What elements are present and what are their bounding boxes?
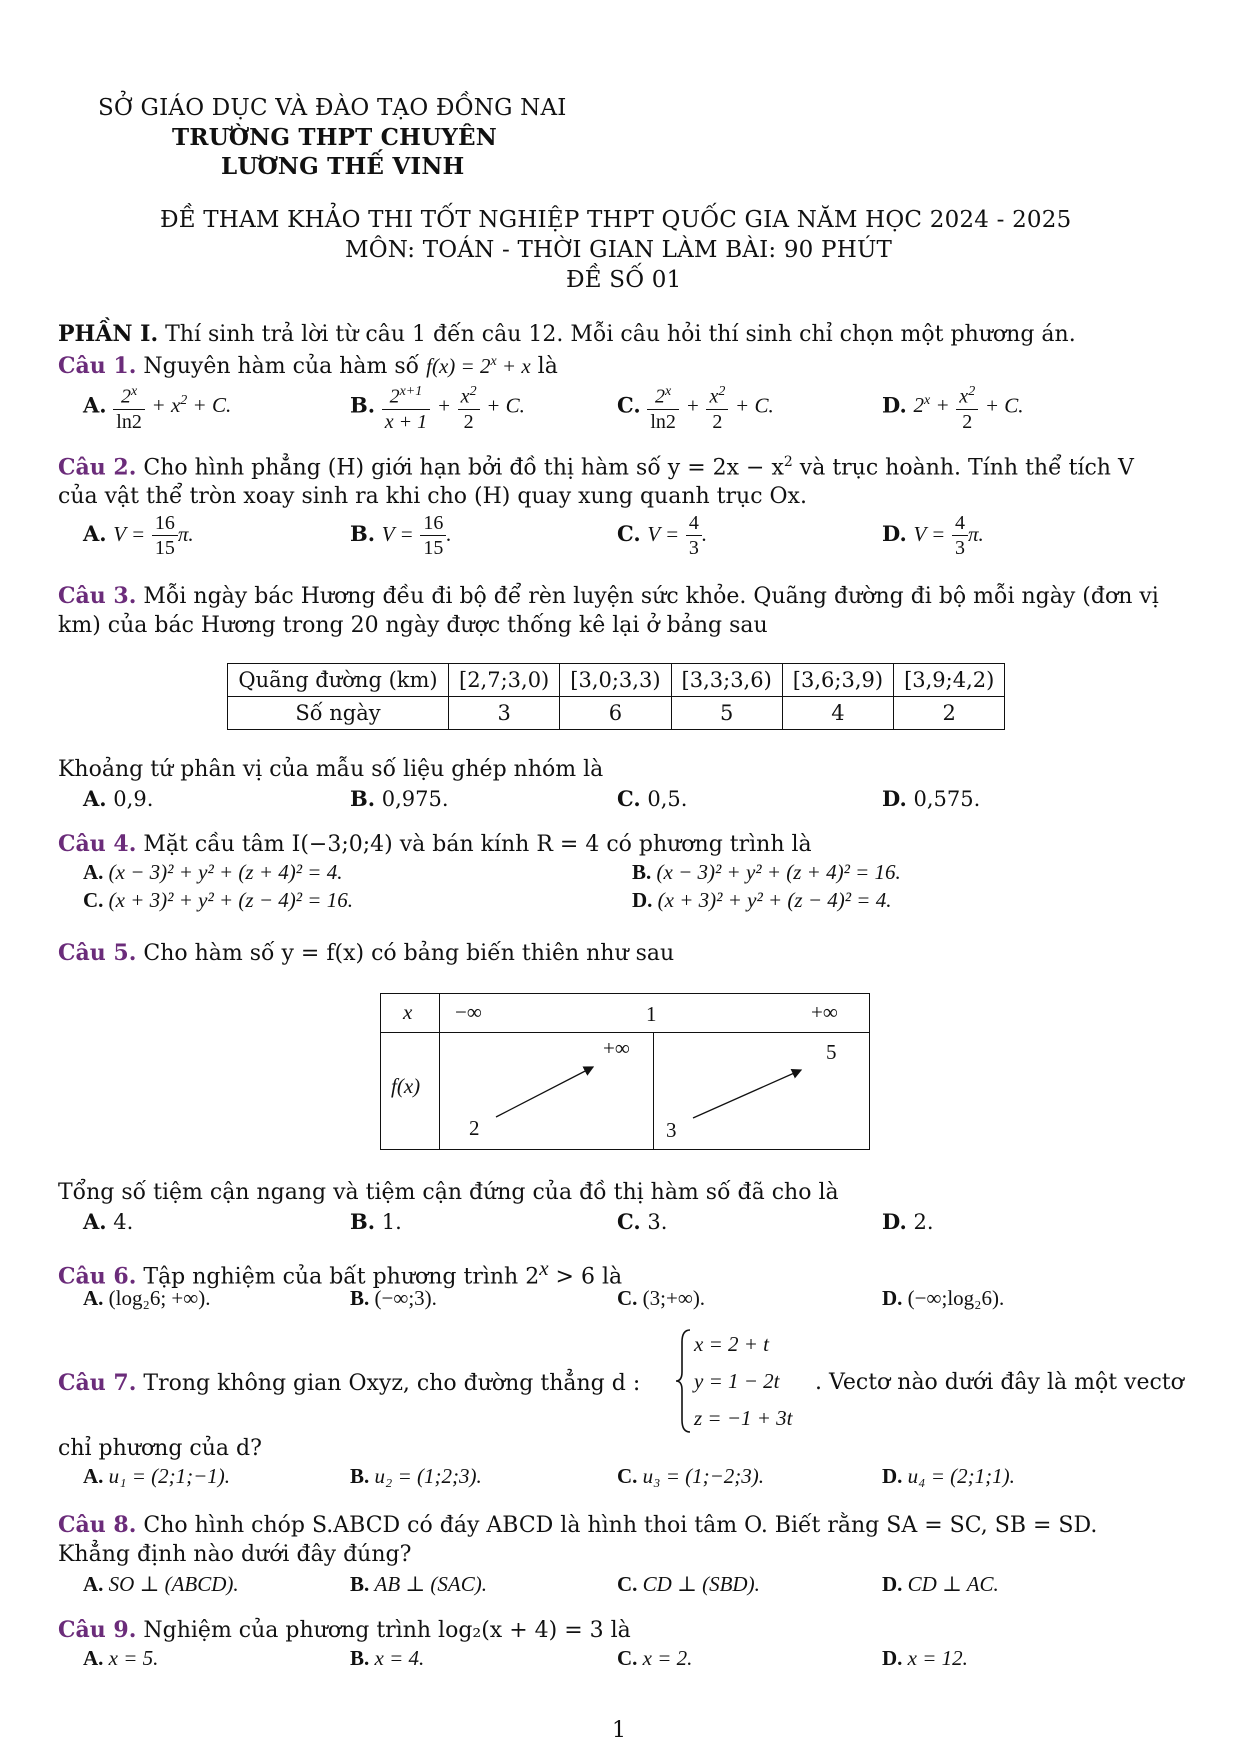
- exam-code: ĐỀ SỐ 01: [566, 267, 682, 293]
- q2-label: Câu 2.: [58, 454, 137, 481]
- q6-option-c[interactable]: C. (3;+∞).: [617, 1286, 706, 1310]
- q4-option-d[interactable]: D. (x + 3)² + y² + (z − 4)² = 4.: [632, 888, 892, 912]
- school-line2: LƯƠNG THẾ VINH: [221, 153, 465, 180]
- q6-option-b[interactable]: B. (−∞;3).: [350, 1286, 437, 1310]
- q2-option-b[interactable]: B. V = $\frac{16}{15}$ .: [350, 512, 452, 559]
- table-cell: 5: [671, 697, 782, 730]
- q5-stem: Câu 5. Cho hàm số y = f(x) có bảng biến thiên như sau: [58, 940, 675, 966]
- q1-la: là: [537, 354, 558, 379]
- q4-option-c[interactable]: C. (x + 3)² + y² + (z − 4)² = 16.: [83, 888, 353, 912]
- table-cell: [3,9;4,2): [894, 664, 1005, 697]
- q1-option-a[interactable]: A. $\frac{2^x}{\ln 2}$ + $x^2 + C$.: [83, 380, 231, 434]
- q5-label: Câu 5.: [58, 940, 137, 966]
- q8-option-a[interactable]: A. SO ⊥ (ABCD).: [83, 1572, 239, 1596]
- q1-option-c[interactable]: C. $\frac{2^x}{\ln 2}$ + $\frac{x^2}{2}$ + C.: [617, 380, 774, 434]
- vt-bot-right: 3: [666, 1118, 677, 1142]
- q3-label: Câu 3.: [58, 583, 137, 609]
- q3-option-c[interactable]: C. 0,5.: [617, 786, 688, 811]
- q1-function: $f(x) = 2^x + x$: [426, 354, 531, 378]
- q3-stem-line2: km) của bác Hương trong 20 ngày được thống kê lại ở bảng sau: [58, 613, 768, 638]
- table-cell: [2,7;3,0): [449, 664, 560, 697]
- q3-option-b[interactable]: B. 0,975.: [350, 786, 449, 811]
- q9-option-b[interactable]: B. x = 4.: [350, 1646, 425, 1670]
- vt-neg-inf: −∞: [455, 1000, 482, 1024]
- q7-option-b[interactable]: B. u₂ = (1;2;3).: [350, 1464, 482, 1488]
- q7-option-d[interactable]: D. u₄ = (2;1;1).: [882, 1464, 1015, 1488]
- q7-stem-line2: chỉ phương của d?: [58, 1436, 262, 1461]
- q8-option-c[interactable]: C. CD ⊥ (SBD).: [617, 1572, 760, 1596]
- vt-one: 1: [646, 1002, 657, 1026]
- part1-text: Thí sinh trả lời từ câu 1 đến câu 12. Mỗi câu hỏi thí sinh chỉ chọn một phương án.: [165, 322, 1076, 347]
- system-eq-2: y = 1 − 2t: [694, 1369, 780, 1393]
- school-line1: TRƯỜNG THPT CHUYÊN: [172, 124, 497, 151]
- table-cell: 2: [894, 697, 1005, 730]
- q1-text: Nguyên hàm của hàm số: [143, 354, 420, 379]
- q2-option-c[interactable]: C. V = $\frac{4}{3}$ .: [617, 512, 708, 559]
- q8-stem-line2: Khẳng định nào dưới đây đúng?: [58, 1542, 412, 1567]
- exam-title: ĐỀ THAM KHẢO THI TỐT NGHIỆP THPT QUỐC GIA NĂM HỌC 2024 - 2025: [160, 207, 1072, 233]
- vt-top-right: 5: [826, 1040, 837, 1064]
- q9-option-a[interactable]: A. x = 5.: [83, 1646, 159, 1670]
- table-cell: 6: [560, 697, 671, 730]
- q3-option-d[interactable]: D. 0,575.: [882, 786, 981, 811]
- part1-line: [58, 321, 1076, 347]
- table-cell: 4: [782, 697, 893, 730]
- q8-option-d[interactable]: D. CD ⊥ AC.: [882, 1572, 999, 1596]
- q7-stem-line1: Câu 7. Trong không gian Oxyz, cho đường thẳng d :: [58, 1370, 641, 1396]
- q1-label: Câu 1.: [58, 353, 137, 379]
- vt-fx-label: f(x): [391, 1074, 421, 1098]
- q1-option-b[interactable]: B. $\frac{2^{x+1}}{x + 1}$ + $\frac{x^2}{2}$ + C.: [350, 380, 525, 434]
- exam-subject: MÔN: TOÁN - THỜI GIAN LÀM BÀI: 90 PHÚT: [345, 237, 893, 263]
- q3-ask: Khoảng tứ phân vị của mẫu số liệu ghép nhóm là: [58, 757, 604, 782]
- q3-option-a[interactable]: A. 0,9.: [83, 786, 154, 811]
- q4-option-b[interactable]: B. (x − 3)² + y² + (z + 4)² = 16.: [632, 860, 901, 884]
- system-brace: [674, 1328, 692, 1434]
- q8-stem-line1: Câu 8. Cho hình chóp S.ABCD có đáy ABCD là hình thoi tâm O. Biết rằng SA = SC, SB = SD.: [58, 1512, 1098, 1538]
- vt-x-label: x: [403, 1000, 413, 1024]
- q2-option-a[interactable]: A. V = $\frac{16}{15}$ π.: [83, 512, 194, 559]
- q6-option-d[interactable]: D. (−∞;log₂6).: [882, 1286, 1005, 1310]
- q8-option-b[interactable]: B. AB ⊥ (SAC).: [350, 1572, 487, 1596]
- vt-top-mid: +∞: [603, 1036, 630, 1060]
- q4-stem: Câu 4. Mặt cầu tâm I(−3;0;4) và bán kính R = 4 có phương trình là: [58, 831, 812, 857]
- table-cell: 3: [449, 697, 560, 730]
- q6-label: Câu 6.: [58, 1263, 137, 1290]
- table-cell: [3,6;3,9): [782, 664, 893, 697]
- q1-stem: [58, 353, 558, 379]
- page-number: 1: [612, 1718, 626, 1743]
- vt-arrows: [381, 994, 869, 1149]
- q8-label: Câu 8.: [58, 1512, 137, 1538]
- q2-stem-line2: của vật thể tròn xoay sinh ra khi cho (H) quay xung quanh trục Ox.: [58, 484, 807, 509]
- q9-option-c[interactable]: C. x = 2.: [617, 1646, 693, 1670]
- table-cell: Quãng đường (km): [228, 664, 449, 697]
- q7-label: Câu 7.: [58, 1370, 137, 1396]
- system-eq-3: z = −1 + 3t: [694, 1406, 793, 1430]
- increase-arrow-right: [693, 1070, 801, 1118]
- part1-label: PHẦN I.: [58, 321, 159, 347]
- table-row: [228, 697, 1005, 730]
- system-eq-1: x = 2 + t: [694, 1332, 769, 1356]
- dept-title: SỞ GIÁO DỤC VÀ ĐÀO TẠO ĐỒNG NAI: [98, 95, 567, 121]
- q9-stem: Câu 9. Nghiệm của phương trình log₂(x + 4) = 3 là: [58, 1617, 631, 1643]
- q6-option-a[interactable]: A. (log₂6; +∞).: [83, 1286, 211, 1310]
- q3-stem-line1: Câu 3. Mỗi ngày bác Hương đều đi bộ để rèn luyện sức khỏe. Quãng đường đi bộ mỗi ngày (đơn vị: [58, 583, 1159, 609]
- q5-option-d[interactable]: D. 2.: [882, 1209, 934, 1234]
- q5-option-c[interactable]: C. 3.: [617, 1209, 668, 1234]
- q6-stem: Câu 6. Tập nghiệm của bất phương trình $2^x > 6$ là: [58, 1256, 623, 1290]
- vt-bot-left: 2: [469, 1116, 480, 1140]
- q2-option-d[interactable]: D. V = $\frac{4}{3}$ π.: [882, 512, 984, 559]
- table-cell: Số ngày: [228, 697, 449, 730]
- table-cell: [3,3;3,6): [671, 664, 782, 697]
- q5-option-a[interactable]: A. 4.: [83, 1209, 134, 1234]
- q1-option-d[interactable]: D. $2^x$ + $\frac{x^2}{2}$ + C.: [882, 380, 1024, 434]
- variation-table: [380, 993, 870, 1150]
- vt-pos-inf: +∞: [811, 1000, 838, 1024]
- q7-stem-tail: . Vectơ nào dưới đây là một vectơ: [815, 1370, 1184, 1395]
- q4-label: Câu 4.: [58, 831, 137, 857]
- q7-option-c[interactable]: C. u₃ = (1;−2;3).: [617, 1464, 765, 1488]
- q5-ask: Tổng số tiệm cận ngang và tiệm cận đứng của đồ thị hàm số đã cho là: [58, 1180, 839, 1205]
- table-row: [228, 664, 1005, 697]
- q7-option-a[interactable]: A. u₁ = (2;1;−1).: [83, 1464, 231, 1488]
- q5-option-b[interactable]: B. 1.: [350, 1209, 402, 1234]
- increase-arrow-left: [496, 1067, 593, 1117]
- q9-option-d[interactable]: D. x = 12.: [882, 1646, 968, 1670]
- distance-table: [227, 663, 1005, 730]
- q4-option-a[interactable]: A. (x − 3)² + y² + (z + 4)² = 4.: [83, 860, 343, 884]
- q2-stem-line1: Câu 2. Cho hình phẳng (H) giới hạn bởi đồ thị hàm số $y = 2x - x^2$ và trục hoành. Tính thể tích V: [58, 454, 1134, 481]
- table-cell: [3,0;3,3): [560, 664, 671, 697]
- q9-label: Câu 9.: [58, 1617, 137, 1643]
